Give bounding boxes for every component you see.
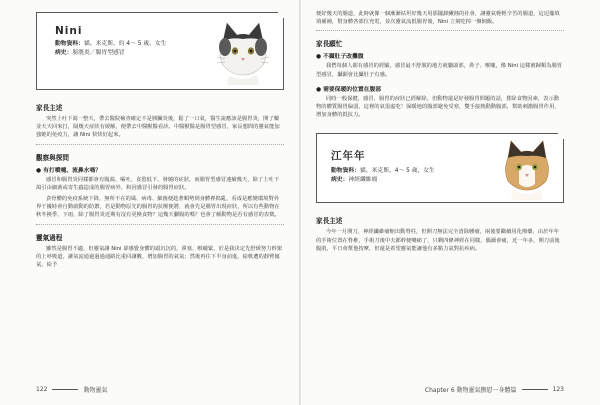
profile-name: 江年年 [331, 150, 366, 163]
page-number: 123 [552, 386, 564, 393]
observation-heading: 觀察與探問 [36, 153, 69, 162]
profile-card-jiang [316, 133, 564, 203]
owner-text: 突然上吐下瀉一整天，帶去醫院檢查確定不是胰臟炎後，鬆了一口氣，醫生說應該是腸胃炎，開了藥並天天回來打，隔幾天症狀有緩解，便帶去中醫獸醫看診。中醫獸醫是腸胃型感冒，家長想問的靈氣能加強她的免疫力，讓 Nini 快快好起來。 [36, 116, 280, 139]
profile-data: 動物資料：貓、米克斯、4～ 5 歲、女生 [331, 168, 435, 175]
advice-heading: 家長願忙 [316, 40, 343, 49]
left-footer [36, 385, 107, 394]
page-number: 122 [36, 386, 48, 393]
observation-paragraph-1: 感冒和腸胃炎同樣都會有腹瀉、嘔吐、食慾低下、發燒的症狀，而腸胃型感冒連續幾天，除了上吐下瀉引由細菌或寄生蟲造成的腸胃病外，和因感冒引發的腸胃症狀。 [36, 176, 280, 191]
profile-data: 動物資料：貓、米克斯、約 4～ 5 歲、女生 [55, 41, 167, 47]
profile-card-nini [36, 12, 284, 90]
cat-illustration [215, 19, 271, 85]
cat-illustration [501, 138, 553, 200]
advice-paragraph-2: 同時一般保健，感冒、腸胃的症狀已經解除，但動物還是好發腸胃問題的話，排除食物因素，表示動物的體質腸胃偏弱，這裡的氣很虛吃！保暖地的腹部避免受寒，雙手接熱動動腹部，幫助刺激腸胃作用，增加身體的抵抗力。 [316, 95, 560, 119]
owner-heading: 家長主述 [36, 104, 63, 112]
observation-paragraph-2: 貪骨體的免疫系統下降，無所不在的風、病毒、細菌便趁著順勢到身體裡搗亂，看成是應變環境對外界干擾時會自動啟動的防禦，若是動物原先的腸胃的抗壓便將，就會先是腸胃出現症狀，所以有些動物在秋冬換季、下雨，除了腸胃炎近期有沒有更換食物？這幾天腳腸的嗎？也會了解動物是否有感冒的表徵。 [36, 196, 280, 219]
owner-heading: 家長主述 [316, 217, 343, 226]
divider [316, 30, 564, 31]
book-gutter [299, 0, 301, 405]
continued-text: 便好幾天的腸道，此時就像一個漸漸枯坦好幾天用那擺卸鰍蝕的社會，讓靈氣輕輕辛苦的腸道，這逗擺填填補補，幫身體各部位充電，並次靈氣流抵腸胃後，Nini 立刻吃掉一盤飼飯。 [316, 11, 560, 26]
observation-question: ● 有打噴嚏、流鼻水嗎？ [36, 167, 102, 174]
reiki-heading: 靈氣過程 [36, 233, 63, 242]
profile-name: Nini [55, 25, 83, 37]
running-title: 動物靈氣 [83, 387, 108, 394]
advice-point-1: ● 不攝肚子改攤腹 [316, 54, 364, 61]
running-title: Chapter 6 動物靈氣撫慰一身體篇 [424, 387, 517, 394]
right-page [300, 0, 600, 405]
profile-illness: 病史：膀胱炎／腸胃型感冒 [55, 50, 125, 56]
divider [36, 224, 284, 225]
owner-text: 今年一月開刀，神經纖維瘤缩出動脊柱，但開刀無法完全清除腫瘤，兩後要繼續用化療藥，由於年年的手術位置在脊椎，手術刀後中夫都幹便嘴痛了，只剩四條神經在同樣，偶爾會痛，近一年多，開刀前後腹肌，平日會幫他按摩，但還是希望靈氣能讓他有多點力氣對抗疾病。 [316, 229, 560, 252]
reiki-text: 雖然是腸胃不適，但靈氣讓 Nini 卻感覺身體的頭沉沉的，鼻塞、喉嚨緊，於是我決定先舒緩努力幹架的上呼吸道，讓氣流通過過過通路比重回讓數，增加腸胃的氣氣；然後再往下半身前進，給軟遭的靜臂傾氣，給予 [36, 245, 283, 269]
profile-illness: 病史：神經纖維瘤 [331, 177, 378, 184]
advice-point-2: ● 需要保暖的位置在腹部 [316, 86, 382, 93]
right-footer [425, 385, 564, 394]
divider [36, 144, 284, 145]
advice-paragraph-1: 我們每個人都有感冒的經驗，感冒最不舒服的地方就屬頭部，鼻子、喉嚨，像 Nini 這樣被歸類為腸胃型感冒，攝顕會比攝肚子有感。 [316, 63, 563, 78]
